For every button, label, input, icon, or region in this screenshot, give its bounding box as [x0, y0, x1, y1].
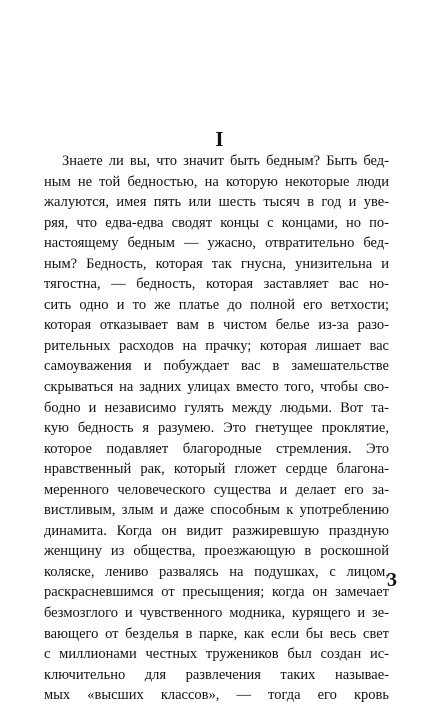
- text-line: раскрасневшимся от пресыщения; когда он замечает: [44, 584, 389, 601]
- text-line: женщину из общества, проезжающую в роскошной: [44, 543, 389, 560]
- text-line: ключительно для развлечения таких называе-: [44, 666, 389, 683]
- text-line: коляске, лениво развалясь на подушках, с лицом,: [44, 563, 389, 580]
- text-line: Знаете ли вы, что значит быть бедным? Быть бед-: [62, 153, 389, 169]
- text-line: жалуются, имея пять или шесть тысяч в год и уве-: [44, 194, 389, 211]
- text-line: тягостна, — бедность, которая заставляет вас но-: [44, 276, 389, 293]
- text-line: нравственный рак, который гложет сердце благона-: [44, 461, 389, 478]
- text-line: вистливым, злым и даже способным к употреблению: [44, 502, 389, 519]
- text-line: скрываться на задних улицах вместо того, чтобы сво-: [44, 379, 389, 396]
- text-line: ряя, что едва-едва сводят концы с концами, но по-: [44, 214, 389, 231]
- text-line: которая отказывает вам в чистом белье из-за разо-: [44, 317, 389, 334]
- text-line: кую бедность я разумею. Это гнетущее проклятие,: [44, 420, 389, 437]
- text-line: ным не той бедностью, на которую некоторые люди: [44, 173, 389, 190]
- text-line: сить одно и то же платье до полной его ветхости;: [44, 296, 389, 313]
- text-line: динамита. Когда он видит разжиревшую праздную: [44, 522, 389, 539]
- text-line: мых «высших классов», — тогда его кровь: [44, 687, 389, 704]
- text-line: безмозглого и чувственного модника, курящего и зе-: [44, 605, 389, 622]
- text-line: меренного человеческого существа и делает его за-: [44, 481, 389, 498]
- text-line: с миллионами честных тружеников был создан ис-: [44, 646, 389, 663]
- text-line: бодно и независимо гулять между людьми. Вот та-: [44, 399, 389, 416]
- text-line: настоящему бедным — ужасно, отвратительно бед-: [44, 235, 389, 252]
- chapter-heading: I: [215, 127, 224, 151]
- page-number: 3: [387, 569, 397, 591]
- text-line: вающего от безделья в парке, как если бы весь свет: [44, 625, 389, 642]
- text-line: которое подавляет благородные стремления. Это: [44, 440, 389, 457]
- text-line: ным? Бедность, которая так гнусна, унизительна и: [44, 255, 389, 272]
- text-line: самоуважения и побуждает вас в замешательстве: [44, 358, 389, 375]
- body-text: [44, 151, 389, 706]
- text-line: рительных расходов на прачку; которая лишает вас: [44, 337, 389, 354]
